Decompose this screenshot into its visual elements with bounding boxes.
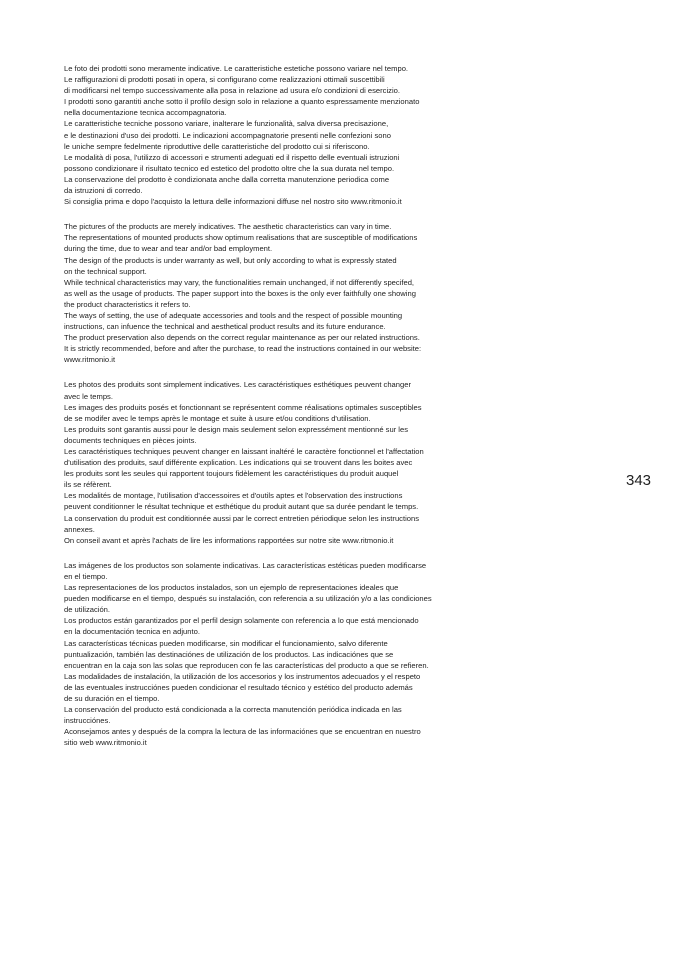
text-line: ils se réfèrent. [64,480,112,490]
text-line: possono condizionare il risultato tecnico ed estetico del prodotto oltre che la sua durata nel tempo. [64,163,395,173]
text-line: The product preservation also depends on the correct regular maintenance as per our related instructions. [64,333,420,343]
text-line: On conseil avant et après l'achats de lire les informations rapportées sur notre site www.ritmonio.it [64,535,394,545]
text-line: on the technical support. [64,266,147,276]
text-line: The representations of mounted products show optimum realisations that are susceptible of modifications [64,233,418,243]
text-line: Les photos des produits sont simplement indicatives. Les caractéristiques esthétiques peuvent changer [64,380,411,390]
text-line: the product characteristics it refers to. [64,299,191,309]
text-line: Le foto dei prodotti sono meramente indicative. Le caratteristiche estetiche possono variare nel tempo. [64,64,409,73]
text-line: di modificarsi nel tempo successivamente alla posa in relazione ad usura e/o condizioni di esercizio. [64,86,400,96]
text-line: La conservación del producto está condicionada a la correcta manutención periódica indicada en las [64,705,402,715]
text-line: Le caratteristiche tecniche possono variare, inalterare le funzionalità, salva diversa precisazione, [64,119,389,129]
text-line: Les produits sont garantis aussi pour le design mais seulement selon expressément mentionné sur les [64,424,409,434]
text-line: The ways of setting, the use of adequate accessories and tools and the respect of possible mounting [64,310,403,320]
text-line: annexes. [64,524,95,534]
text-line: While technical characteristics may vary, the functionalities remain unchanged, if not differently specifed, [64,277,415,287]
text-line: Las representaciones de los productos instalados, son un ejemplo de representaciones ideales que [64,583,399,593]
text-line: La conservation du produit est conditionnée aussi par le correct entretien périodique selon les instructions [64,513,420,523]
text-line: nella documentazione tecnica accompagnatoria. [64,108,227,118]
text-line: Las modalidades de instalación, la utilización de los accesorios y los instrumentos adecuados y el respeto [64,671,421,681]
text-line: Las imágenes de los productos son solamente indicativas. Las características estéticas pueden modificarse [64,560,427,570]
text-line: d'utilisation des produits, sauf différente explication. Les indications qui se trouvent dans les boites avec [64,458,413,468]
text-line: sitio web www.ritmonio.it [64,738,147,748]
text-line: The pictures of the products are merely indicatives. The aesthetic characteristics can vary in time. [64,222,392,232]
text-line: It is strictly recommended, before and after the purchase, to read the instructions contained in our website: [64,344,422,354]
text-line: I prodotti sono garantiti anche sotto il profilo design solo in relazione a quanto espressamente menzionato [64,97,420,107]
text-line: de las eventuales instrucciónes pueden condicionar el resultado técnico y estético del producto además [64,682,413,692]
text-line: as well as the usage of products. The paper support into the boxes is the only ever faithfully one showing [64,288,416,298]
text-line: Le raffigurazioni di prodotti posati in opera, si configurano come realizzazioni ottimali suscettibili [64,75,385,85]
text-line: Aconsejamos antes y después de la compra la lectura de las informaciónes que se encuentran en nuestro [64,727,421,737]
text-line: pueden modificarse en el tiempo, después su instalación, con referencia a su utilización y/o a las condiciones [64,594,432,604]
text-line: documents techniques en pièces joints. [64,435,197,445]
disclaimer-section-fr [64,379,504,545]
text-line: Si consiglia prima e dopo l'acquisto la lettura delle informazioni diffuse nel nostro sito www.ritmonio.it [64,197,402,207]
text-line: instructions, can infuence the technical and aesthetical product results and its future endurance. [64,322,386,332]
text-line: encuentran en la caja son las solas que reproducen con fe las características del producto a que se refieren. [64,660,429,670]
disclaimer-section-es [64,560,504,749]
text-line: en la documentación tecnica en adjunto. [64,627,200,637]
text-line: Les images des produits posés et fonctionnant se représentent comme réalisations optimales susceptibles [64,402,422,412]
text-line: Le modalità di posa, l'utilizzo di accessori e strumenti adeguati ed il rispetto delle eventuali istruzioni [64,152,400,162]
text-line: Los productos están garantizados por el perfil design solamente con referencia a lo que está mencionado [64,616,419,626]
disclaimer-section-en [64,221,504,365]
text-line: de se modifer avec le temps après le montage et suite à usure et/ou conditions d'utilisation. [64,413,371,423]
text-line: de utilización. [64,605,111,615]
text-line: puntualización, también las destinaciónes de utilización de los productos. Las indicaciónes que se [64,649,394,659]
disclaimer-section-it [64,63,504,207]
text-line: La conservazione del prodotto è condizionata anche dalla corretta manutenzione periodica come [64,174,390,184]
text-line: Les caractéristiques techniques peuvent changer en laissant inaltéré le caractère fonctionnel et l'affectation [64,447,424,456]
text-line: e le destinazioni d'uso dei prodotti. Le indicazioni accompagnatorie presenti nelle confezioni sono [64,130,391,140]
text-line: Les modalités de montage, l'utilisation d'accessoires et d'outils aptes et l'observation des instructions [64,491,403,501]
text-line: les produits sont les seules qui rapportent toujours fidèlement les caractéristiques du produit auquel [64,469,399,479]
text-line: le uniche sempre fedelmente riproduttive delle caratteristiche del prodotto cui si riferiscono. [64,141,370,151]
text-line: da istruzioni di corredo. [64,186,143,196]
text-line: during the time, due to wear and tear and/or bad employment. [64,244,273,254]
text-line: The design of the products is under warranty as well, but only according to what is expressly stated [64,255,397,265]
text-line: www.ritmonio.it [64,355,116,365]
text-line: Las características técnicas pueden modificarse, sin modificar el funcionamiento, salvo diferente [64,638,388,648]
text-line: en el tiempo. [64,571,108,581]
text-line: de su duración en el tiempo. [64,693,160,703]
disclaimer-text [64,63,504,762]
text-line: avec le temps. [64,391,113,401]
page-number: 343 [626,472,652,489]
text-line: instrucciónes. [64,716,111,726]
text-line: peuvent conditionner le résultat technique et esthétique du produit autant que sa durée pendant le temps. [64,502,419,512]
